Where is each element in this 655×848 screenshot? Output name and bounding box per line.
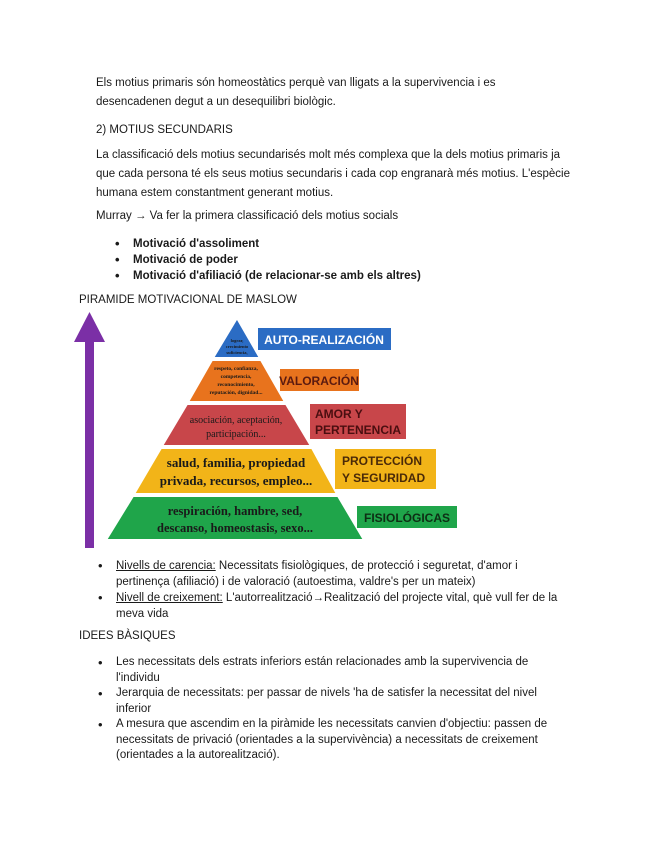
list-item: • Jerarquia de necessitats: per passar de nivels 'ha de satisfer la necessitat del nivel inferior [96,686,574,717]
pyramid-text: participación... [206,429,266,440]
section-heading-secondary: 2) MOTIUS SECUNDARIS [96,124,233,136]
label-safety-line2: Y SEGURIDAD [342,471,426,485]
label-esteem: VALORACIÓN [279,374,359,388]
label-love-line2: PERTENENCIA [315,423,402,437]
pyramid-text: respiración, hambre, sed, [167,504,303,518]
list-item [96,590,574,622]
pyramid-text: privada, recursos, empleo... [159,473,313,488]
list-item: • Motivació d'afiliació (de relacionar-se amb els altres) [113,268,553,284]
levels-list [96,558,574,622]
pyramid-text: respeto, confianza, [214,366,258,372]
pyramid-text: reputación, dignidad... [209,390,263,396]
pyramid-text: asociación, aceptación, [189,415,283,426]
list-item: • A mesura que ascendim en la piràmide les necessitats canvien d'objectiu: passen de necessitats de privació (orientades a la supervivència) a necessitats de creixement (orientades a la autorealització). [96,717,574,764]
ideas-heading: IDEES BÀSIQUES [79,630,176,642]
pyramid-text: lograr, [230,338,244,343]
paragraph-secondary-motives: La classificació dels motius secundarisés molt més complexa que la dels motius primaris ja que cada persona té els seus motius secundaris i cada cop engranarà més motius. L'espècie humana estem constantment generant motius. [96,149,570,199]
list-item-text: Necessitats fisiològiques, de protecció i seguretat, d'amor i pertinença (afiliació) i de valoració (autoestima, valdre's per un mateix) [116,560,518,588]
maslow-heading: PIRAMIDE MOTIVACIONAL DE MASLOW [79,294,297,306]
label-safety-line1: PROTECCIÓN [342,454,423,468]
list-item [96,558,574,590]
list-item: • Motivació de poder [113,252,553,268]
pyramid-text: competencia, [220,374,252,380]
pyramid-text: crecimiento [225,344,249,349]
motives-list [113,236,553,284]
ideas-list [96,655,574,764]
paragraph-primary-motives: Els motius primaris són homeostàtics perquè van lligats a la supervivencia i es desencadenen degut a un desequilibri biològic. [96,77,496,108]
pyramid-text: descanso, homeostasis, sexo... [157,521,313,535]
list-item-text: L'autorrealització→Realització del projecte vital, què vull fer de la meva vida [116,592,558,620]
up-arrow-icon [74,312,105,548]
label-love-line1: AMOR Y [315,407,363,421]
pyramid-text: salud, familia, propiedad [166,455,306,470]
label-self-actualization: AUTO-REALIZACIÓN [264,333,384,347]
label-physiological: FISIOLÓGICAS [363,511,451,525]
list-item: • Les necessitats dels estrats inferiors están relacionades amb la supervivencia de l'individu [96,655,574,686]
term-carencia: Nivells de carencia: [116,560,216,572]
pyramid-text: reconocimiento, [217,382,255,388]
list-item: • Motivació d'assoliment [113,236,553,252]
paragraph-murray: Murray → Va fer la primera classificació dels motius socials [96,210,399,222]
pyramid-text: suficiencia, [226,350,248,355]
maslow-pyramid-figure [70,312,490,548]
term-creixement: Nivell de creixement: [116,592,223,604]
